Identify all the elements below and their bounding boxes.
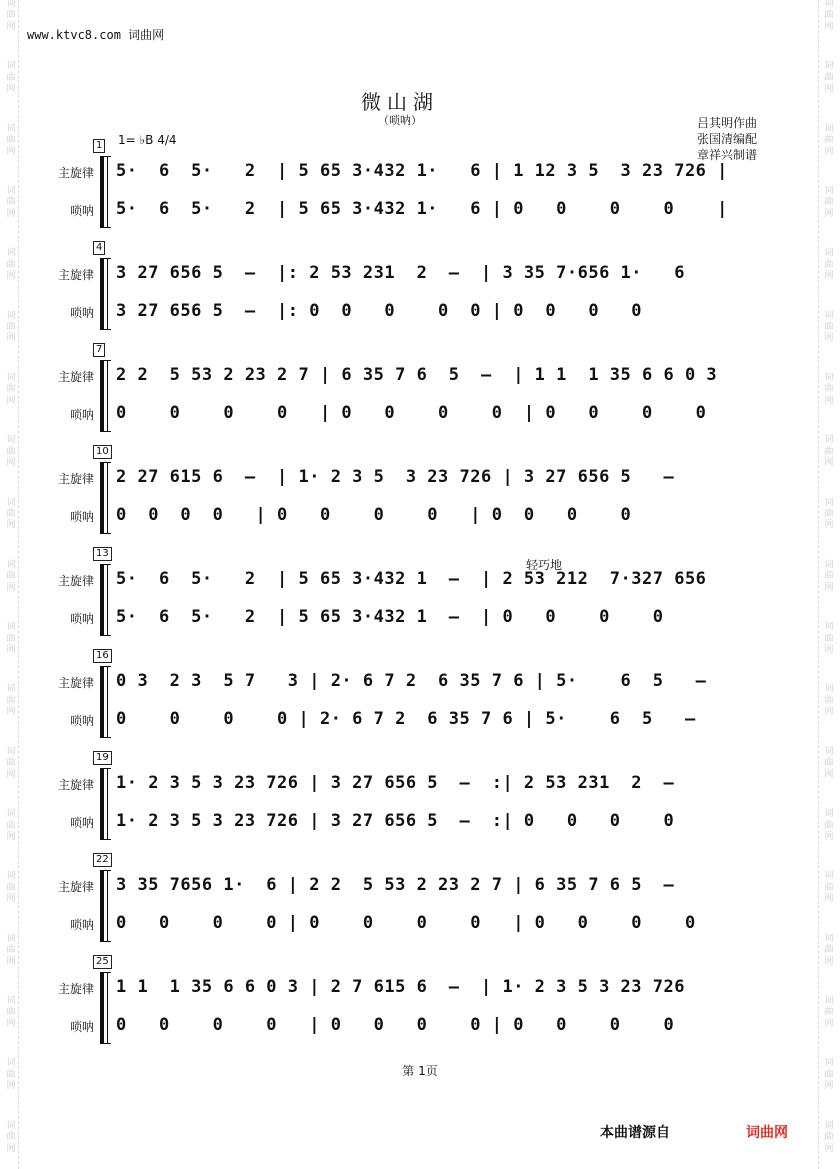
watermark-glyph: 网 bbox=[6, 1143, 16, 1154]
melody-label: 主旋律 bbox=[57, 472, 94, 486]
watermark-glyph: 曲 bbox=[6, 945, 16, 956]
watermark-glyph: 曲 bbox=[6, 882, 16, 893]
watermark-glyph: 网 bbox=[6, 707, 16, 718]
watermark-glyph: 网 bbox=[6, 582, 16, 593]
watermark-glyph: 词 bbox=[824, 310, 834, 321]
score-system bbox=[0, 854, 840, 960]
watermark-glyph: 曲 bbox=[824, 508, 834, 519]
system-barline bbox=[107, 972, 108, 1044]
song-title: 微山湖 bbox=[361, 90, 439, 114]
watermark-glyph: 网 bbox=[824, 146, 834, 157]
watermark-glyph: 曲 bbox=[824, 384, 834, 395]
melody-notes: 5· 6 5· 2 | 5 65 3·432 1 – | 2 53 212 7·327 656 bbox=[116, 569, 707, 589]
watermark-glyph: 词 bbox=[6, 684, 16, 695]
suona-notes: 0 0 0 0 | 0 0 0 0 | 0 0 0 0 bbox=[116, 913, 696, 933]
score-system bbox=[0, 650, 840, 756]
measure-number: 1 bbox=[93, 139, 105, 153]
watermark-glyph: 网 bbox=[824, 831, 834, 842]
watermark-glyph: 网 bbox=[6, 146, 16, 157]
watermark-glyph: 词 bbox=[824, 684, 834, 695]
system-barline bbox=[107, 258, 108, 330]
watermark-glyph: 网 bbox=[824, 458, 834, 469]
melody-label: 主旋律 bbox=[57, 268, 94, 282]
melody-label: 主旋律 bbox=[57, 676, 94, 690]
melody-notes: 1· 2 3 5 3 23 726 | 3 27 656 5 – :| 2 53 231 2 – bbox=[116, 773, 675, 793]
system-barline bbox=[107, 768, 108, 840]
credit-arranger: 张国清编配 bbox=[697, 132, 758, 146]
suona-label: 唢呐 bbox=[69, 204, 94, 218]
watermark-glyph: 词 bbox=[824, 809, 834, 820]
watermark-glyph: 曲 bbox=[824, 446, 834, 457]
suona-label: 唢呐 bbox=[69, 510, 94, 524]
watermark-glyph: 曲 bbox=[824, 1007, 834, 1018]
measure-number: 22 bbox=[93, 853, 112, 867]
watermark-glyph: 词 bbox=[6, 61, 16, 72]
watermark-glyph: 词 bbox=[824, 622, 834, 633]
suona-notes: 5· 6 5· 2 | 5 65 3·432 1 – | 0 0 0 0 bbox=[116, 607, 664, 627]
measure-number: 19 bbox=[93, 751, 112, 765]
watermark-glyph: 曲 bbox=[6, 695, 16, 706]
key-signature: 1= ♭B 4/4 bbox=[118, 133, 177, 147]
suona-label: 唢呐 bbox=[69, 1020, 94, 1034]
watermark-glyph: 曲 bbox=[824, 135, 834, 146]
melody-label: 主旋律 bbox=[57, 166, 94, 180]
score-system bbox=[0, 548, 840, 654]
melody-notes: 2 27 615 6 – | 1· 2 3 5 3 23 726 | 3 27 656 5 – bbox=[116, 467, 675, 487]
suona-label: 唢呐 bbox=[69, 612, 94, 626]
watermark-glyph: 词 bbox=[6, 435, 16, 446]
system-bracket bbox=[100, 564, 104, 636]
watermark-glyph: 曲 bbox=[824, 1132, 834, 1143]
watermark-glyph: 曲 bbox=[824, 72, 834, 83]
watermark-glyph: 曲 bbox=[6, 384, 16, 395]
watermark-glyph: 曲 bbox=[824, 882, 834, 893]
watermark-glyph: 词 bbox=[824, 933, 834, 944]
watermark-glyph: 曲 bbox=[6, 259, 16, 270]
melody-label: 主旋律 bbox=[57, 880, 94, 894]
system-barline bbox=[107, 870, 108, 942]
score-system bbox=[0, 242, 840, 348]
system-bracket bbox=[100, 666, 104, 738]
watermark-glyph: 词 bbox=[824, 61, 834, 72]
system-bracket bbox=[100, 870, 104, 942]
suona-label: 唢呐 bbox=[69, 714, 94, 728]
watermark-glyph: 曲 bbox=[824, 758, 834, 769]
footer-source: 本曲谱源自 bbox=[600, 1125, 670, 1141]
watermark-glyph: 网 bbox=[6, 84, 16, 95]
watermark-glyph: 曲 bbox=[6, 197, 16, 208]
watermark-glyph: 网 bbox=[6, 208, 16, 219]
watermark-glyph: 词 bbox=[6, 746, 16, 757]
system-bracket bbox=[100, 462, 104, 534]
suona-notes: 0 0 0 0 | 0 0 0 0 | 0 0 0 0 bbox=[116, 1015, 675, 1035]
watermark-glyph: 网 bbox=[824, 520, 834, 531]
watermark-glyph: 网 bbox=[6, 956, 16, 967]
watermark-glyph: 词 bbox=[6, 559, 16, 570]
melody-notes: 0 3 2 3 5 7 3 | 2· 6 7 2 6 35 7 6 | 5· 6 5 – bbox=[116, 671, 707, 691]
watermark-glyph: 词 bbox=[824, 497, 834, 508]
watermark-glyph: 曲 bbox=[6, 758, 16, 769]
watermark-glyph: 词 bbox=[6, 497, 16, 508]
watermark-glyph: 曲 bbox=[824, 945, 834, 956]
watermark-glyph: 词 bbox=[824, 1058, 834, 1069]
site-header[interactable]: www.ktvc8.com 词曲网 bbox=[27, 28, 165, 42]
watermark-glyph: 词 bbox=[824, 746, 834, 757]
watermark-glyph: 曲 bbox=[6, 72, 16, 83]
watermark-glyph: 网 bbox=[824, 84, 834, 95]
measure-number: 10 bbox=[93, 445, 112, 459]
system-bracket bbox=[100, 360, 104, 432]
watermark-glyph: 网 bbox=[824, 1018, 834, 1029]
watermark-glyph: 曲 bbox=[6, 508, 16, 519]
watermark-glyph: 网 bbox=[6, 21, 16, 32]
measure-number: 7 bbox=[93, 343, 105, 357]
watermark-glyph: 网 bbox=[6, 645, 16, 655]
watermark-glyph: 网 bbox=[824, 956, 834, 967]
melody-notes: 5· 6 5· 2 | 5 65 3·432 1· 6 | 1 12 3 5 3 23 726 | bbox=[116, 161, 728, 181]
melody-label: 主旋律 bbox=[57, 574, 94, 588]
watermark-glyph: 词 bbox=[6, 1058, 16, 1069]
watermark-glyph: 词 bbox=[6, 310, 16, 321]
watermark-glyph: 词 bbox=[824, 0, 834, 9]
watermark-glyph: 词 bbox=[6, 622, 16, 633]
suona-notes: 1· 2 3 5 3 23 726 | 3 27 656 5 – :| 0 0 0 0 bbox=[116, 811, 675, 831]
system-bracket bbox=[100, 258, 104, 330]
watermark-glyph: 词 bbox=[6, 1120, 16, 1131]
watermark-glyph: 网 bbox=[824, 271, 834, 282]
score-system bbox=[0, 956, 840, 1062]
footer-brand[interactable]: 词曲网 bbox=[746, 1125, 788, 1141]
suona-notes: 5· 6 5· 2 | 5 65 3·432 1· 6 | 0 0 0 0 | bbox=[116, 199, 728, 219]
melody-notes: 3 27 656 5 – |: 2 53 231 2 – | 3 35 7·656 1· 6 bbox=[116, 263, 685, 283]
watermark-glyph: 网 bbox=[6, 395, 16, 406]
page-number: 第 1页 bbox=[402, 1064, 438, 1078]
watermark-glyph: 词 bbox=[824, 1120, 834, 1131]
watermark-glyph: 网 bbox=[6, 271, 16, 282]
watermark-glyph: 网 bbox=[824, 208, 834, 219]
score-system bbox=[0, 752, 840, 858]
watermark-glyph: 曲 bbox=[824, 322, 834, 332]
melody-notes: 2 2 5 53 2 23 2 7 | 6 35 7 6 5 – | 1 1 1 35 6 6 0 3 bbox=[116, 365, 718, 385]
watermark-glyph: 词 bbox=[824, 248, 834, 259]
credit-transcriber: 章祥兴制谱 bbox=[697, 148, 758, 162]
suona-notes: 0 0 0 0 | 0 0 0 0 | 0 0 0 0 bbox=[116, 505, 632, 525]
watermark-glyph: 曲 bbox=[6, 10, 16, 21]
watermark-glyph: 词 bbox=[824, 372, 834, 383]
watermark-glyph: 曲 bbox=[6, 446, 16, 457]
watermark-glyph: 曲 bbox=[6, 322, 16, 332]
watermark-glyph: 网 bbox=[6, 769, 16, 780]
expression-mark: 轻巧地 bbox=[526, 558, 563, 572]
watermark-glyph: 曲 bbox=[6, 633, 16, 644]
watermark-glyph: 词 bbox=[6, 248, 16, 259]
system-barline bbox=[107, 360, 108, 432]
watermark-glyph: 词 bbox=[824, 871, 834, 882]
watermark-glyph: 曲 bbox=[824, 197, 834, 208]
watermark-glyph: 词 bbox=[6, 372, 16, 383]
credit-composer: 吕其明作曲 bbox=[697, 116, 758, 130]
system-barline bbox=[107, 666, 108, 738]
system-barline bbox=[107, 564, 108, 636]
watermark-glyph: 曲 bbox=[824, 571, 834, 582]
watermark-glyph: 曲 bbox=[824, 820, 834, 831]
watermark-glyph: 词 bbox=[6, 871, 16, 882]
measure-number: 16 bbox=[93, 649, 112, 663]
measure-number: 13 bbox=[93, 547, 112, 561]
watermark-glyph: 词 bbox=[6, 123, 16, 134]
system-barline bbox=[107, 156, 108, 228]
system-bracket bbox=[100, 768, 104, 840]
measure-number: 4 bbox=[93, 241, 105, 255]
watermark-glyph: 曲 bbox=[824, 1069, 834, 1080]
measure-number: 25 bbox=[93, 955, 112, 969]
watermark-glyph: 曲 bbox=[824, 695, 834, 706]
suona-notes: 3 27 656 5 – |: 0 0 0 0 0 | 0 0 0 0 bbox=[116, 301, 643, 321]
melody-label: 主旋律 bbox=[57, 370, 94, 384]
watermark-glyph: 网 bbox=[824, 395, 834, 406]
watermark-glyph: 网 bbox=[824, 707, 834, 718]
watermark-glyph: 网 bbox=[824, 1081, 834, 1092]
watermark-glyph: 网 bbox=[824, 894, 834, 905]
watermark-glyph: 网 bbox=[6, 1018, 16, 1029]
watermark-glyph: 词 bbox=[824, 123, 834, 134]
system-bracket bbox=[100, 156, 104, 228]
watermark-glyph: 词 bbox=[6, 933, 16, 944]
watermark-glyph: 曲 bbox=[6, 571, 16, 582]
watermark-glyph: 曲 bbox=[6, 135, 16, 146]
watermark-glyph: 词 bbox=[6, 185, 16, 196]
watermark-glyph: 曲 bbox=[6, 1069, 16, 1080]
watermark-glyph: 词 bbox=[6, 0, 16, 9]
melody-notes: 1 1 1 35 6 6 0 3 | 2 7 615 6 – | 1· 2 3 5 3 23 726 bbox=[116, 977, 685, 997]
suona-label: 唢呐 bbox=[69, 918, 94, 932]
watermark-glyph: 网 bbox=[824, 333, 834, 344]
watermark-glyph: 网 bbox=[824, 1143, 834, 1154]
watermark-glyph: 曲 bbox=[824, 633, 834, 644]
watermark-glyph: 网 bbox=[6, 831, 16, 842]
watermark-glyph: 网 bbox=[6, 520, 16, 531]
melody-label: 主旋律 bbox=[57, 982, 94, 996]
system-bracket bbox=[100, 972, 104, 1044]
suona-label: 唢呐 bbox=[69, 816, 94, 830]
watermark-glyph: 网 bbox=[824, 21, 834, 32]
melody-label: 主旋律 bbox=[57, 778, 94, 792]
watermark-glyph: 网 bbox=[824, 645, 834, 655]
suona-label: 唢呐 bbox=[69, 408, 94, 422]
watermark-glyph: 网 bbox=[6, 333, 16, 344]
suona-notes: 0 0 0 0 | 2· 6 7 2 6 35 7 6 | 5· 6 5 – bbox=[116, 709, 696, 729]
watermark-glyph: 词 bbox=[824, 185, 834, 196]
watermark-glyph: 曲 bbox=[6, 1007, 16, 1018]
watermark-glyph: 曲 bbox=[824, 259, 834, 270]
watermark-glyph: 曲 bbox=[6, 1132, 16, 1143]
score-system bbox=[0, 446, 840, 552]
watermark-glyph: 网 bbox=[824, 582, 834, 593]
watermark-glyph: 网 bbox=[6, 458, 16, 469]
watermark-glyph: 词 bbox=[824, 435, 834, 446]
watermark-glyph: 曲 bbox=[6, 820, 16, 831]
watermark-glyph: 词 bbox=[824, 996, 834, 1006]
score-system bbox=[0, 344, 840, 450]
watermark-glyph: 词 bbox=[824, 559, 834, 570]
watermark-glyph: 词 bbox=[6, 996, 16, 1006]
watermark-glyph: 网 bbox=[6, 894, 16, 905]
suona-notes: 0 0 0 0 | 0 0 0 0 | 0 0 0 0 bbox=[116, 403, 707, 423]
melody-notes: 3 35 7656 1· 6 | 2 2 5 53 2 23 2 7 | 6 35 7 6 5 – bbox=[116, 875, 675, 895]
watermark-glyph: 曲 bbox=[824, 10, 834, 21]
watermark-glyph: 网 bbox=[824, 769, 834, 780]
suona-label: 唢呐 bbox=[69, 306, 94, 320]
song-subtitle: （唢呐） bbox=[378, 114, 422, 127]
watermark-glyph: 网 bbox=[6, 1081, 16, 1092]
watermark-glyph: 词 bbox=[6, 809, 16, 820]
system-barline bbox=[107, 462, 108, 534]
